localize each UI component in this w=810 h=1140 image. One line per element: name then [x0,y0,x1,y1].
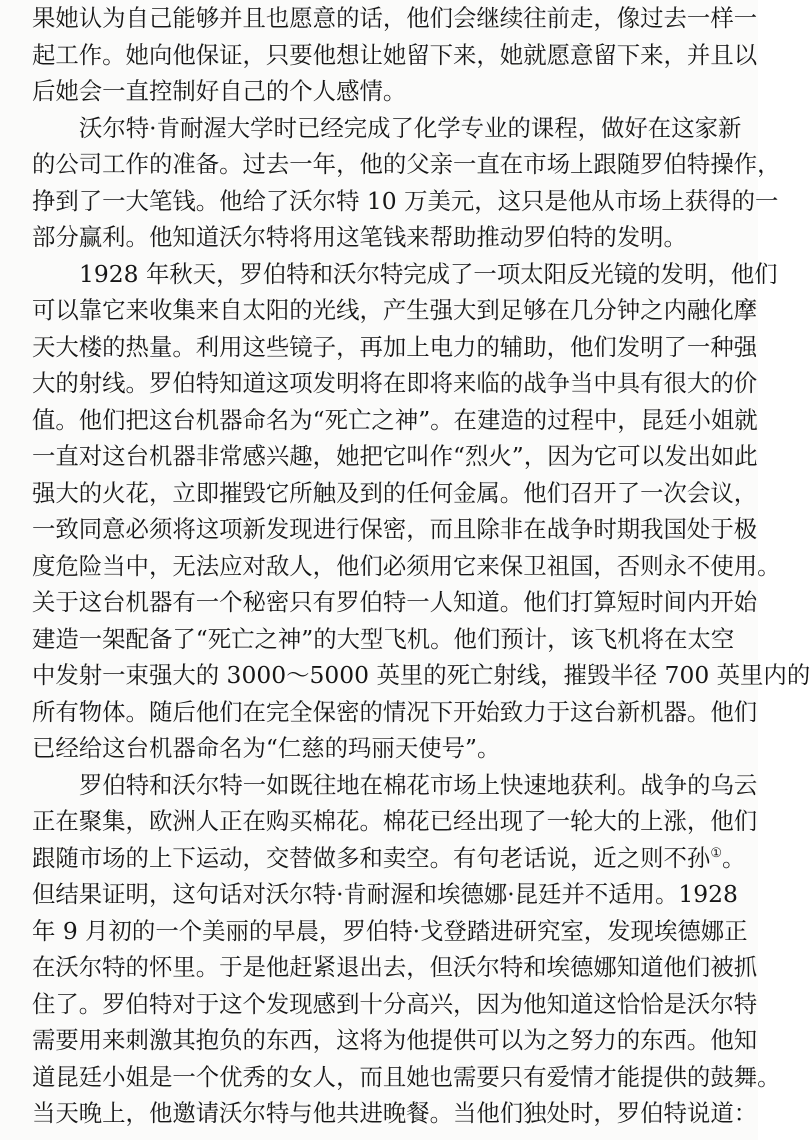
line-text: 强大的火花，立即摧毁它所触及到的任何金属。他们召开了一次会议， [32,478,758,507]
line-text: 值。他们把这台机器命名为“死亡之神”。在建造的过程中，昆廷小姐就 [32,405,758,434]
paragraph-first-line [32,767,758,804]
text-line [32,219,732,256]
line-text: 需要用来刺激其抱负的东西，这将为他提供可以为之努力的东西。他知 [32,1026,758,1054]
text-line [32,475,758,512]
line-text: 道昆廷小姐是一个优秀的女人，而且她也需要只有爱情才能提供的鼓舞。 [32,1062,781,1091]
text-line [32,0,758,37]
line-text: 部分赢利。他知道沃尔特将用这笔钱来帮助推动罗伯特的发明。 [32,223,687,251]
text-line [32,438,758,475]
text-line [32,292,758,329]
text-line [32,73,732,110]
text-line [32,840,746,877]
text-line [32,694,758,731]
text-line [32,1022,758,1059]
text-line [32,1095,758,1132]
text-line [32,183,779,220]
text-line [32,402,758,439]
line-text: 天大楼的热量。利用这些镜子，再加上电力的辅助，他们发明了一种强 [32,332,758,361]
line-text: 中发射一束强大的 3000～5000 英里的死亡射线，摧毁半径 700 英里内的 [32,661,810,689]
line-text: 但结果证明，这句话对沃尔特·肯耐渥和埃德娜·昆廷并不适用。1928 [32,880,738,908]
line-text: 度危险当中，无法应对敌人，他们必须用它来保卫祖国，否则永不使用。 [32,551,781,580]
line-text: 一致同意必须将这项新发现进行保密，而且除非在战争时期我国处于极 [32,515,758,543]
text-line [32,913,748,950]
text-line [32,511,758,548]
text-line [32,146,781,183]
line-text: 大的射线。罗伯特知道这项发明将在即将来临的战争当中具有很大的价 [32,369,758,397]
line-text: 跟随市场的上下运动，交替做多和卖空。有句老话说，近之则不孙 [32,843,711,872]
text-line [32,365,758,402]
text-line [32,37,758,74]
line-text: 的公司工作的准备。过去一年，他的父亲一直在市场上跟随罗伯特操作， [32,150,781,178]
line-end-punctuation: 。 [721,843,746,872]
line-text: 一直对这台机器非常感兴趣，她把它叫作“烈火”，因为它可以发出如此 [32,442,758,470]
line-text: 起工作。她向他保证，只要他想让她留下来，她就愿意留下来，并且以 [32,40,758,69]
text-line [32,657,810,694]
line-text: 正在聚集，欧洲人正在购买棉花。棉花已经出现了一轮大的上涨，他们 [32,807,758,835]
paragraph-first-line [32,110,742,147]
line-text: 罗伯特和沃尔特一如既往地在棉花市场上快速地获利。战争的乌云 [79,770,758,799]
line-text: 当天晚上，他邀请沃尔特与他共进晚餐。当他们独处时，罗伯特说道： [32,1099,758,1127]
line-text: 挣到了一大笔钱。他给了沃尔特 10 万美元，这只是他从市场上获得的一 [32,186,779,215]
line-text: 沃尔特·肯耐渥大学时已经完成了化学专业的课程，做好在这家新 [79,113,742,142]
line-text: 在沃尔特的怀里。于是他赶紧退出去，但沃尔特和埃德娜知道他们被抓 [32,953,758,981]
line-text: 所有物体。随后他们在完全保密的情况下开始致力于这台新机器。他们 [32,697,758,726]
line-text: 住了。罗伯特对于这个发现感到十分高兴，因为他知道这恰恰是沃尔特 [32,989,758,1018]
line-text: 后她会一直控制好自己的个人感情。 [32,77,407,105]
text-line [32,584,758,621]
line-text: 果她认为自己能够并且也愿意的话，他们会继续往前走，像过去一样一 [32,4,758,32]
paragraph-first-line [32,256,778,293]
text-line [32,548,781,585]
line-text: 建造一架配备了“死亡之神”的大型飞机。他们预计，该飞机将在太空 [32,624,735,653]
line-text: 关于这台机器有一个秘密只有罗伯特一人知道。他们打算短时间内开始 [32,588,758,616]
line-text: 可以靠它来收集来自太阳的光线，产生强大到足够在几分钟之内融化摩 [32,296,758,324]
text-line [32,621,735,658]
text-line [32,1059,781,1096]
text-line [32,329,758,366]
text-line [32,803,758,840]
line-text: 1928 年秋天，罗伯特和沃尔特完成了一项太阳反光镜的发明，他们 [79,259,778,288]
text-line [32,730,732,767]
line-text: 年 9 月初的一个美丽的早晨，罗伯特·戈登踏进研究室，发现埃德娜正 [32,916,748,945]
text-line [32,876,738,913]
text-line [32,986,758,1023]
footnote-marker: ① [710,845,722,861]
text-line [32,949,758,986]
line-text: 已经给这台机器命名为“仁慈的玛丽天使号”。 [32,734,501,762]
